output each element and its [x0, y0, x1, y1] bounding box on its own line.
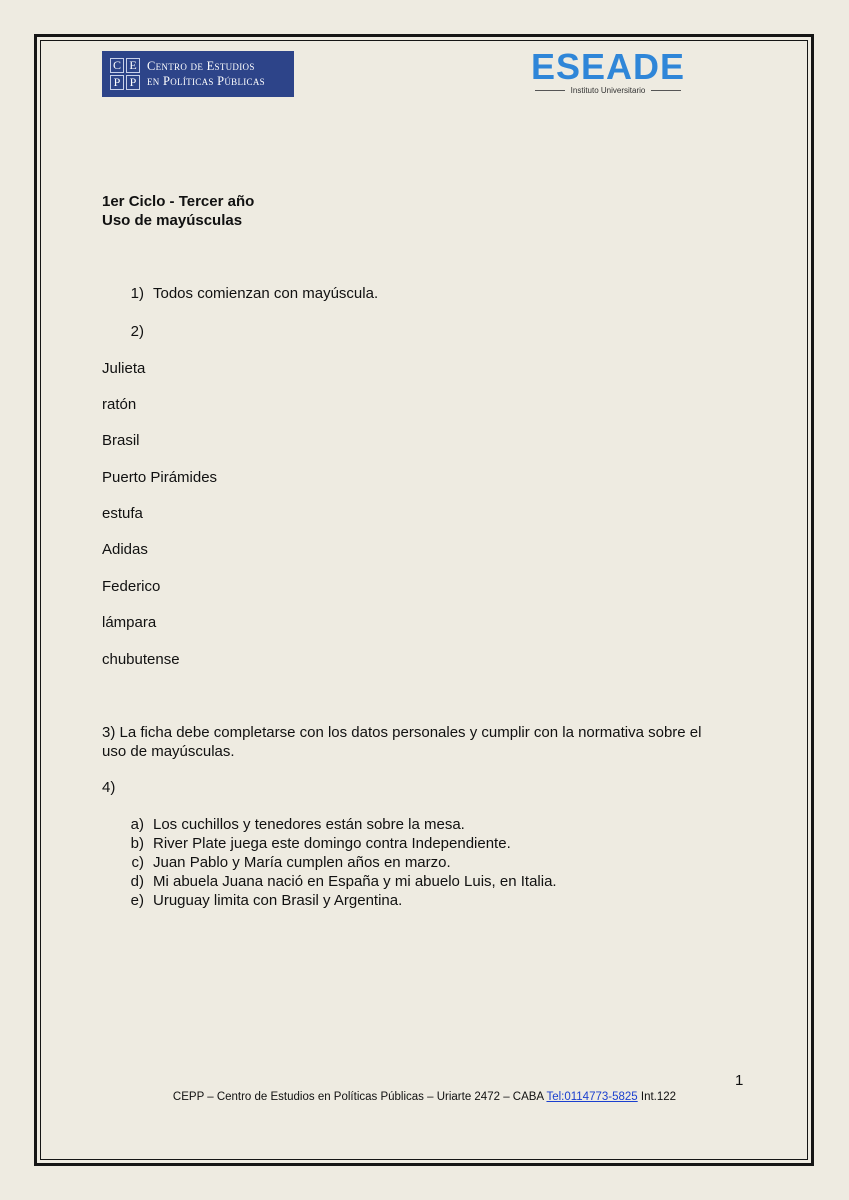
item-number: 1): [130, 285, 144, 302]
item-number: 2): [130, 323, 144, 340]
cepp-logo-line1: Centro de Estudios: [147, 59, 255, 73]
list-item: Federico: [102, 578, 161, 595]
eseade-logo-subtitle-row: [528, 86, 688, 95]
sentence-text: Juan Pablo y María cumplen años en marzo.: [153, 854, 451, 871]
sentence-letter: c): [131, 854, 144, 871]
sentence-letter: d): [130, 873, 144, 890]
item-3-line2: uso de mayúsculas.: [102, 743, 235, 760]
list-item: Puerto Pirámides: [102, 469, 218, 486]
eseade-logo: [528, 46, 688, 100]
cepp-letter: E: [126, 58, 140, 73]
eseade-logo-word: ESEADE: [530, 46, 686, 87]
sentence-letter: b): [130, 835, 144, 852]
sentence-letter: a): [130, 816, 144, 833]
sentence-text: Los cuchillos y tenedores están sobre la mesa.: [153, 816, 465, 833]
list-item: lámpara: [102, 614, 157, 631]
footer-extension: Int.122: [637, 1091, 677, 1103]
cepp-logo-text: [147, 59, 265, 89]
list-item: Brasil: [102, 432, 140, 449]
document-subtitle: Uso de mayúsculas: [102, 212, 243, 229]
list-item: Julieta: [102, 360, 146, 377]
eseade-logo-subtitle: Instituto Universitario: [570, 86, 646, 95]
cepp-logo-mark: [110, 58, 140, 90]
list-item: chubutense: [102, 651, 180, 668]
cepp-letter: C: [110, 58, 124, 73]
cepp-letter: P: [110, 75, 124, 90]
sentence-letter: e): [130, 892, 144, 909]
document-title: 1er Ciclo - Tercer año: [102, 193, 255, 210]
footer-text: CEPP – Centro de Estudios en Políticas Públicas – Uriarte 2472 – CABA: [172, 1091, 547, 1103]
list-item: estufa: [102, 505, 143, 522]
footer-phone-link[interactable]: Tel:0114773-5825: [546, 1091, 638, 1103]
cepp-logo: [102, 51, 294, 97]
sentence-text: Mi abuela Juana nació en España y mi abuelo Luis, en Italia.: [153, 873, 557, 890]
sentence-text: Uruguay limita con Brasil y Argentina.: [153, 892, 403, 909]
item-3-line1: 3) La ficha debe completarse con los datos personales y cumplir con la normativa sobre el: [102, 724, 702, 741]
cepp-logo-line2: en Políticas Públicas: [147, 74, 265, 88]
list-item: Adidas: [102, 541, 148, 558]
page-number: 1: [735, 1072, 744, 1089]
item-text: Todos comienzan con mayúscula.: [153, 285, 379, 302]
sentence-text: River Plate juega este domingo contra Independiente.: [153, 835, 511, 852]
cepp-letter: P: [126, 75, 140, 90]
footer: [0, 1091, 849, 1103]
list-item: ratón: [102, 396, 137, 413]
divider: [535, 90, 565, 91]
divider: [651, 90, 681, 91]
item-4: 4): [102, 779, 116, 796]
